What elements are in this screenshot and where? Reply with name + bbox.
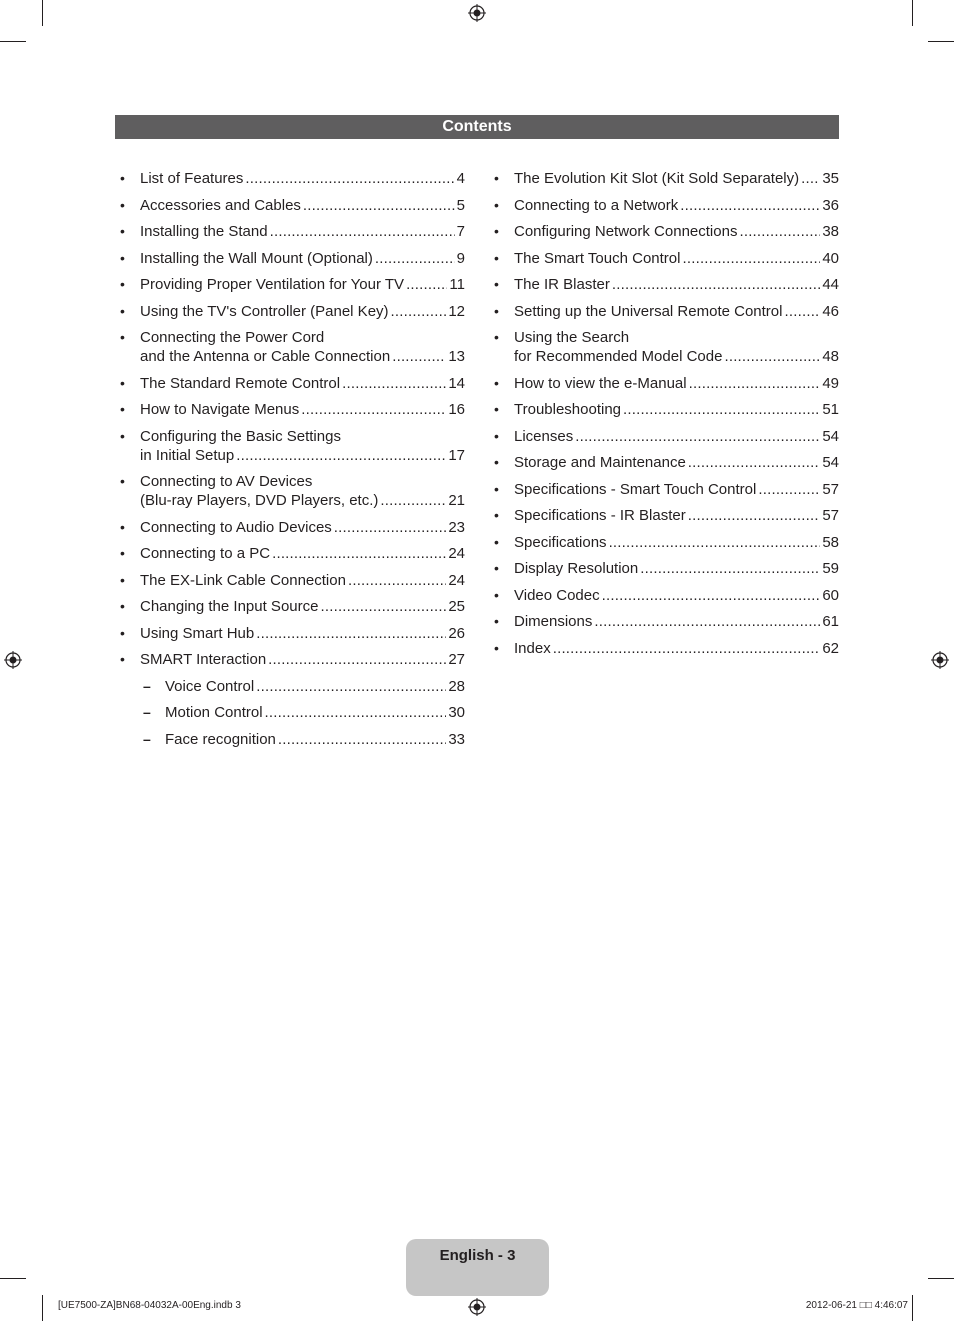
toc-entry-title: Voice Control xyxy=(165,677,255,695)
dash-bullet: – xyxy=(143,730,151,747)
print-timestamp: 2012-06-21 □□ 4:46:07 xyxy=(805,1300,908,1311)
crop-mark xyxy=(912,0,913,26)
dot-leader xyxy=(320,597,446,616)
dot-leader xyxy=(688,453,821,472)
toc-entry-title: Using the TV's Controller (Panel Key) xyxy=(140,302,389,320)
toc-entry-title: Accessories and Cables xyxy=(140,196,301,214)
bullet: • xyxy=(494,639,499,656)
bullet: • xyxy=(120,545,125,561)
toc-entry[interactable] xyxy=(115,196,465,215)
toc-entry-title: Connecting the Power Cord xyxy=(140,329,325,346)
toc-page-number: 57 xyxy=(822,480,839,498)
toc-entry-title: Index xyxy=(514,639,551,657)
toc-entry[interactable] xyxy=(115,275,465,294)
toc-page-number: 59 xyxy=(822,560,839,577)
toc-entry-title: How to Navigate Menus xyxy=(140,401,300,418)
toc-entry-title: Troubleshooting xyxy=(514,401,622,418)
dot-leader xyxy=(689,374,821,393)
bullet: • xyxy=(494,401,499,417)
toc-entry-title: List of Features xyxy=(140,170,244,187)
toc-entry-title: Changing the Input Source xyxy=(140,598,319,615)
toc-entry[interactable] xyxy=(115,427,465,465)
bullet: • xyxy=(120,170,125,186)
bullet: • xyxy=(494,427,499,444)
page-number: English - 3 xyxy=(439,1247,516,1264)
toc-entry-title: How to view the e-Manual xyxy=(514,374,687,392)
dot-leader xyxy=(609,533,821,552)
dot-leader xyxy=(256,624,446,643)
toc-entry[interactable] xyxy=(489,506,839,525)
toc-page-number: 25 xyxy=(448,598,465,615)
dot-leader xyxy=(406,275,447,294)
dot-leader xyxy=(640,559,820,578)
toc-page-number: 12 xyxy=(448,302,465,320)
toc-entry-title: (Blu-ray Players, DVD Players, etc.) xyxy=(140,492,379,509)
toc-entry-title: Dimensions xyxy=(514,613,593,630)
toc-page-number: 51 xyxy=(822,401,839,418)
registration-mark-icon xyxy=(931,651,949,669)
crop-mark xyxy=(928,41,954,42)
toc-entry-title: in Initial Setup xyxy=(140,446,235,464)
toc-page-number: 58 xyxy=(822,533,839,551)
dot-leader xyxy=(553,639,821,658)
registration-mark-icon xyxy=(4,651,22,669)
toc-entry-title: Installing the Stand xyxy=(140,223,268,240)
bullet: • xyxy=(120,518,125,535)
toc-page-number: 48 xyxy=(822,348,839,365)
toc-page-number: 21 xyxy=(448,492,465,509)
toc-entry[interactable] xyxy=(115,624,465,643)
bullet: • xyxy=(120,624,125,641)
dot-leader xyxy=(680,196,820,215)
toc-page-number: 17 xyxy=(448,446,465,464)
toc-page-number: 4 xyxy=(456,170,465,187)
dot-leader xyxy=(342,374,446,393)
bullet: • xyxy=(494,276,499,292)
bullet: • xyxy=(494,613,499,629)
toc-entry-title: Specifications xyxy=(514,533,607,551)
toc-page-number: 24 xyxy=(448,545,465,562)
toc-entry-title: and the Antenna or Cable Connection xyxy=(140,348,391,365)
toc-entry-title: Face recognition xyxy=(165,730,276,748)
bullet: • xyxy=(494,560,499,576)
dot-leader xyxy=(682,249,820,268)
bullet: • xyxy=(120,571,125,588)
toc-page-number: 28 xyxy=(448,677,465,695)
toc-entry-title: The IR Blaster xyxy=(514,276,610,293)
dot-leader xyxy=(268,650,446,669)
toc-page-number: 23 xyxy=(448,518,465,536)
toc-entry[interactable] xyxy=(489,400,839,419)
toc-page-number: 27 xyxy=(448,651,465,668)
toc-page-number: 40 xyxy=(822,249,839,267)
toc-page-number: 35 xyxy=(822,170,839,187)
registration-mark-icon xyxy=(468,1298,486,1316)
toc-page-number: 57 xyxy=(822,507,839,524)
toc-entry-title: Providing Proper Ventilation for Your TV xyxy=(140,276,405,293)
bullet: • xyxy=(494,302,499,319)
toc-entry[interactable] xyxy=(115,374,465,393)
toc-entry-title: Installing the Wall Mount (Optional) xyxy=(140,249,373,267)
toc-entry-title: The Evolution Kit Slot (Kit Sold Separately) xyxy=(514,170,800,187)
toc-entry-title: Using the Search xyxy=(514,329,630,346)
toc-subentry[interactable] xyxy=(115,703,465,722)
dot-leader xyxy=(270,222,455,241)
toc-page-number: 24 xyxy=(448,571,465,589)
toc-entry[interactable] xyxy=(489,559,839,578)
toc-entry[interactable] xyxy=(489,169,839,188)
toc-page-number: 62 xyxy=(822,639,839,657)
dot-leader xyxy=(278,730,446,749)
toc-entry[interactable] xyxy=(489,639,839,658)
crop-mark xyxy=(42,1295,43,1321)
bullet: • xyxy=(494,196,499,213)
bullet: • xyxy=(494,480,499,497)
toc-page-number: 33 xyxy=(448,730,465,748)
bullet: • xyxy=(120,276,125,292)
toc-page-number: 11 xyxy=(449,276,465,293)
dot-leader xyxy=(256,677,446,696)
dot-leader xyxy=(801,169,820,188)
toc-right-column xyxy=(489,169,839,665)
toc-entry-title: Specifications - IR Blaster xyxy=(514,507,686,524)
toc-entry-title: Configuring the Basic Settings xyxy=(140,427,341,445)
toc-page-number: 26 xyxy=(448,624,465,642)
toc-page-number: 61 xyxy=(822,613,839,630)
toc-entry-title: Using Smart Hub xyxy=(140,624,255,642)
bullet: • xyxy=(494,374,499,391)
toc-entry[interactable] xyxy=(115,597,465,616)
dot-leader xyxy=(688,506,821,525)
dot-leader xyxy=(245,169,454,188)
toc-entry-title: SMART Interaction xyxy=(140,651,267,668)
dot-leader xyxy=(758,480,820,499)
toc-entry-title: Connecting to a Network xyxy=(514,196,679,214)
toc-entry[interactable] xyxy=(489,275,839,294)
toc-page-number: 5 xyxy=(456,196,465,214)
toc-left-column xyxy=(115,169,465,756)
toc-entry[interactable] xyxy=(115,472,465,510)
bullet: • xyxy=(494,170,499,186)
toc-page-number: 54 xyxy=(822,454,839,471)
dot-leader xyxy=(265,703,447,722)
dot-leader xyxy=(272,544,446,563)
bullet: • xyxy=(120,329,125,345)
toc-entry[interactable] xyxy=(489,374,839,393)
toc-entry[interactable] xyxy=(489,612,839,631)
dot-leader xyxy=(594,612,820,631)
bullet: • xyxy=(120,374,125,391)
dot-leader xyxy=(623,400,820,419)
toc-entry[interactable] xyxy=(489,427,839,446)
dot-leader xyxy=(303,196,455,215)
toc-entry[interactable] xyxy=(489,249,839,268)
toc-entry-title: Licenses xyxy=(514,427,574,445)
toc-entry[interactable] xyxy=(115,169,465,188)
dot-leader xyxy=(348,571,446,590)
toc-entry[interactable] xyxy=(489,196,839,215)
toc-entry-title: The Smart Touch Control xyxy=(514,249,681,267)
toc-page-number: 7 xyxy=(456,223,465,240)
page-number-tab xyxy=(406,1239,549,1296)
toc-entry-title: Connecting to a PC xyxy=(140,545,271,562)
crop-mark xyxy=(912,1295,913,1321)
toc-entry[interactable] xyxy=(115,222,465,241)
toc-entry-title: The Standard Remote Control xyxy=(140,374,341,392)
bullet: • xyxy=(120,598,125,614)
toc-entry[interactable] xyxy=(489,328,839,366)
toc-page-number: 60 xyxy=(822,586,839,604)
bullet: • xyxy=(494,249,499,266)
toc-page-number: 44 xyxy=(822,276,839,293)
toc-page-number: 14 xyxy=(448,374,465,392)
toc-entry[interactable] xyxy=(489,480,839,499)
toc-entry[interactable] xyxy=(115,249,465,268)
dot-leader xyxy=(739,222,820,241)
bullet: • xyxy=(120,196,125,213)
bullet: • xyxy=(120,473,125,489)
bullet: • xyxy=(494,586,499,603)
bullet: • xyxy=(120,249,125,266)
dot-leader xyxy=(602,586,821,605)
dot-leader xyxy=(784,302,820,321)
toc-page-number: 30 xyxy=(448,704,465,721)
toc-entry-title: Video Codec xyxy=(514,586,600,604)
toc-subentry[interactable] xyxy=(115,730,465,749)
bullet: • xyxy=(494,533,499,550)
toc-page-number: 38 xyxy=(822,223,839,240)
dot-leader xyxy=(392,347,446,366)
dot-leader xyxy=(375,249,455,268)
crop-mark xyxy=(0,1278,26,1279)
toc-entry[interactable] xyxy=(115,302,465,321)
bullet: • xyxy=(494,223,499,239)
toc-page-number: 49 xyxy=(822,374,839,392)
toc-entry-title: Configuring Network Connections xyxy=(514,223,738,240)
dot-leader xyxy=(724,347,820,366)
bullet: • xyxy=(120,302,125,319)
toc-entry[interactable] xyxy=(489,222,839,241)
toc-page-number: 54 xyxy=(822,427,839,445)
toc-entry[interactable] xyxy=(115,544,465,563)
toc-page-number: 13 xyxy=(448,348,465,365)
bullet: • xyxy=(120,427,125,444)
dot-leader xyxy=(301,400,446,419)
crop-mark xyxy=(42,0,43,26)
toc-entry-title: Specifications - Smart Touch Control xyxy=(514,480,757,498)
toc-entry-title: Connecting to AV Devices xyxy=(140,473,313,490)
toc-page-number: 9 xyxy=(456,249,465,267)
dash-bullet: – xyxy=(143,704,151,720)
toc-subentry[interactable] xyxy=(115,677,465,696)
page-title: Contents xyxy=(442,118,512,135)
toc-entry[interactable] xyxy=(489,453,839,472)
dot-leader xyxy=(391,302,447,321)
toc-entry-title: Setting up the Universal Remote Control xyxy=(514,302,783,320)
contents-header xyxy=(115,115,839,139)
toc-entry[interactable] xyxy=(115,400,465,419)
dot-leader xyxy=(334,518,447,537)
toc-entry-title: Motion Control xyxy=(165,704,263,721)
toc-entry[interactable] xyxy=(115,571,465,590)
toc-entry-title: Display Resolution xyxy=(514,560,639,577)
dot-leader xyxy=(380,491,446,510)
bullet: • xyxy=(120,651,125,667)
toc-entry-title: Storage and Maintenance xyxy=(514,454,686,471)
dot-leader xyxy=(575,427,820,446)
toc-entry[interactable] xyxy=(115,650,465,669)
toc-page-number: 36 xyxy=(822,196,839,214)
bullet: • xyxy=(120,401,125,417)
dash-bullet: – xyxy=(143,677,151,694)
toc-page-number: 46 xyxy=(822,302,839,320)
crop-mark xyxy=(0,41,26,42)
file-slug: [UE7500-ZA]BN68-04032A-00Eng.indb 3 xyxy=(58,1300,241,1311)
toc-entry-title: Connecting to Audio Devices xyxy=(140,518,332,536)
crop-mark xyxy=(928,1278,954,1279)
bullet: • xyxy=(494,329,499,345)
dot-leader xyxy=(236,446,446,465)
toc-entry[interactable] xyxy=(489,302,839,321)
toc-entry[interactable] xyxy=(115,518,465,537)
toc-page-number: 16 xyxy=(448,401,465,418)
toc-entry[interactable] xyxy=(489,533,839,552)
toc-entry-title: The EX-Link Cable Connection xyxy=(140,571,346,589)
toc-entry-title: for Recommended Model Code xyxy=(514,348,723,365)
dot-leader xyxy=(612,275,820,294)
toc-entry[interactable] xyxy=(489,586,839,605)
bullet: • xyxy=(120,223,125,239)
toc-entry[interactable] xyxy=(115,328,465,366)
registration-mark-icon xyxy=(468,4,486,22)
bullet: • xyxy=(494,507,499,523)
bullet: • xyxy=(494,454,499,470)
